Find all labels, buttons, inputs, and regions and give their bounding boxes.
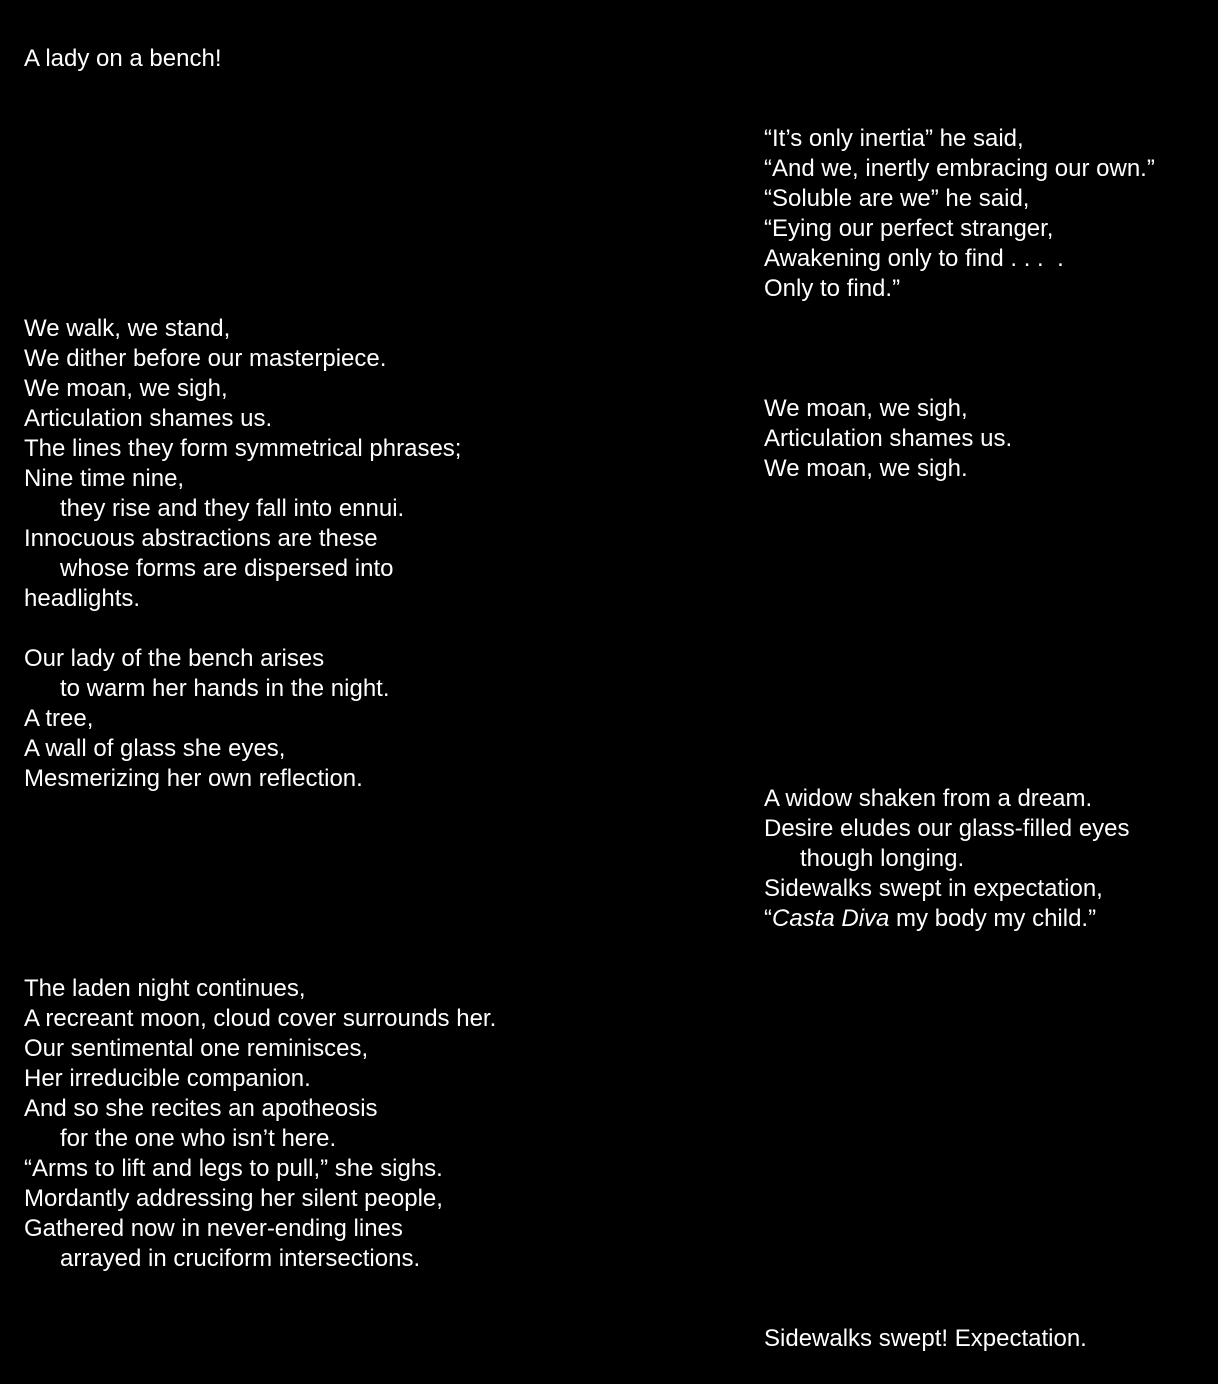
poem-line: “And we, inertly embracing our own.”	[764, 155, 1155, 182]
poem-line: Our lady of the bench arises	[24, 645, 325, 672]
poem-line: We moan, we sigh,	[764, 395, 968, 422]
poem-line: Nine time nine,	[24, 465, 185, 492]
poem-line: “Arms to lift and legs to pull,” she sighs.	[24, 1155, 443, 1182]
poem-line: Only to find.”	[764, 275, 901, 302]
poem-line: Her irreducible companion.	[24, 1065, 311, 1092]
poem-line: We dither before our masterpiece.	[24, 345, 387, 372]
poem-line: A recreant moon, cloud cover surrounds her.	[24, 1005, 497, 1032]
line-rest: my body my child.”	[889, 905, 1097, 932]
poem-line: The laden night continues,	[24, 975, 306, 1002]
poem-line-indented: though longing.	[800, 845, 965, 872]
poem-line: Desire eludes our glass-filled eyes	[764, 815, 1130, 842]
poem-line: Innocuous abstractions are these	[24, 525, 378, 552]
poem-line: We moan, we sigh.	[764, 455, 968, 482]
poem-line: Awakening only to find . . . .	[764, 245, 1064, 272]
poem-line: We moan, we sigh,	[24, 375, 228, 402]
poem-line: Mesmerizing her own reflection.	[24, 765, 363, 792]
poem-line: Articulation shames us.	[24, 405, 273, 432]
poem-line-indented: arrayed in cruciform intersections.	[60, 1245, 421, 1272]
poem-line-indented: for the one who isn’t here.	[60, 1125, 337, 1152]
poem-line: “Soluble are we” he said,	[764, 185, 1030, 212]
poem-title: A lady on a bench!	[24, 45, 222, 72]
poem-line: headlights.	[24, 585, 141, 612]
poem-final-line: Sidewalks swept! Expectation.	[764, 1325, 1087, 1352]
poem-line: The lines they form symmetrical phrases;	[24, 435, 462, 462]
open-quote: “	[764, 905, 772, 932]
poem-line: A tree,	[24, 705, 94, 732]
poem-line: And so she recites an apotheosis	[24, 1095, 378, 1122]
poem-line: Sidewalks swept in expectation,	[764, 875, 1103, 902]
poem-line: Gathered now in never-ending lines	[24, 1215, 403, 1242]
poem-line-indented: to warm her hands in the night.	[60, 675, 390, 702]
poem-line: Mordantly addressing her silent people,	[24, 1185, 443, 1212]
poem-line: A wall of glass she eyes,	[24, 735, 286, 762]
poem-line: We walk, we stand,	[24, 315, 231, 342]
poem-line: “Eying our perfect stranger,	[764, 215, 1054, 242]
poem-line: Our sentimental one reminisces,	[24, 1035, 369, 1062]
poem-line: A widow shaken from a dream.	[764, 785, 1093, 812]
poem-line-indented: whose forms are dispersed into	[60, 555, 394, 582]
poem-line-indented: they rise and they fall into ennui.	[60, 495, 405, 522]
italic-title: Casta Diva	[772, 905, 890, 932]
poem-line: “It’s only inertia” he said,	[764, 125, 1024, 152]
poem-line: Articulation shames us.	[764, 425, 1013, 452]
poem-line-casta-diva	[764, 904, 1096, 934]
